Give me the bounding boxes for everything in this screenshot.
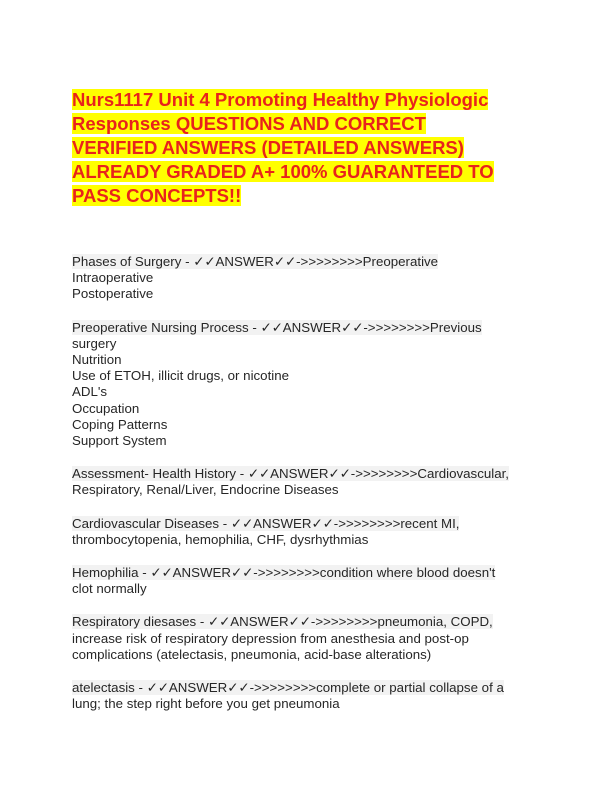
qa-answer-line: clot normally bbox=[72, 581, 147, 597]
qa-question: Hemophilia - ✓✓ANSWER✓✓->>>>>>>>condition where blood doesn't bbox=[72, 565, 496, 581]
qa-answer-line: Nutrition bbox=[72, 352, 122, 368]
title-line: VERIFIED ANSWERS (DETAILED ANSWERS) bbox=[72, 137, 464, 158]
qa-answer-line: increase risk of respiratory depression from anesthesia and post-op bbox=[72, 630, 469, 646]
qa-answer-line: Use of ETOH, illicit drugs, or nicotine bbox=[72, 368, 290, 384]
qa-answer-line: complications (atelectasis, pneumonia, acid-base alterations) bbox=[72, 646, 432, 662]
qa-question: atelectasis - ✓✓ANSWER✓✓->>>>>>>>complete or partial collapse of a bbox=[72, 680, 504, 696]
qa-answer-line: lung; the step right before you get pneumonia bbox=[72, 696, 340, 712]
qa-question: Assessment- Health History - ✓✓ANSWER✓✓->>>>>>>>Cardiovascular, bbox=[72, 466, 509, 482]
qa-question: Respiratory diesases - ✓✓ANSWER✓✓->>>>>>>>pneumonia, COPD, bbox=[72, 614, 493, 630]
qa-answer-line: Respiratory, Renal/Liver, Endocrine Diseases bbox=[72, 482, 339, 498]
qa-answer-line: thrombocytopenia, hemophilia, CHF, dysrhythmias bbox=[72, 531, 369, 547]
qa-entry bbox=[72, 680, 542, 712]
qa-answer-line: Support System bbox=[72, 433, 167, 449]
qa-list bbox=[72, 254, 542, 729]
document-title bbox=[72, 88, 542, 208]
qa-answer-line: Coping Patterns bbox=[72, 416, 168, 432]
qa-answer-line: ADL's bbox=[72, 384, 108, 400]
title-line: Responses QUESTIONS AND CORRECT bbox=[72, 113, 426, 134]
title-line: ALREADY GRADED A+ 100% GUARANTEED TO bbox=[72, 161, 494, 182]
qa-question: Cardiovascular Diseases - ✓✓ANSWER✓✓->>>>>>>>recent MI, bbox=[72, 515, 460, 531]
title-line: Nurs1117 Unit 4 Promoting Healthy Physiologic bbox=[72, 89, 489, 110]
qa-entry bbox=[72, 254, 542, 303]
qa-entry bbox=[72, 565, 542, 597]
qa-entry bbox=[72, 516, 542, 548]
title-line: PASS CONCEPTS!! bbox=[72, 185, 242, 206]
qa-entry bbox=[72, 614, 542, 663]
qa-question: Preoperative Nursing Process - ✓✓ANSWER✓✓->>>>>>>>Previous bbox=[72, 319, 482, 335]
qa-answer-line: Postoperative bbox=[72, 286, 154, 302]
qa-answer-line: Intraoperative bbox=[72, 270, 154, 286]
qa-answer-line: surgery bbox=[72, 335, 117, 351]
qa-answer-line: Occupation bbox=[72, 400, 140, 416]
qa-question: Phases of Surgery - ✓✓ANSWER✓✓->>>>>>>>Preoperative bbox=[72, 254, 439, 269]
qa-entry bbox=[72, 466, 542, 498]
qa-entry bbox=[72, 320, 542, 450]
